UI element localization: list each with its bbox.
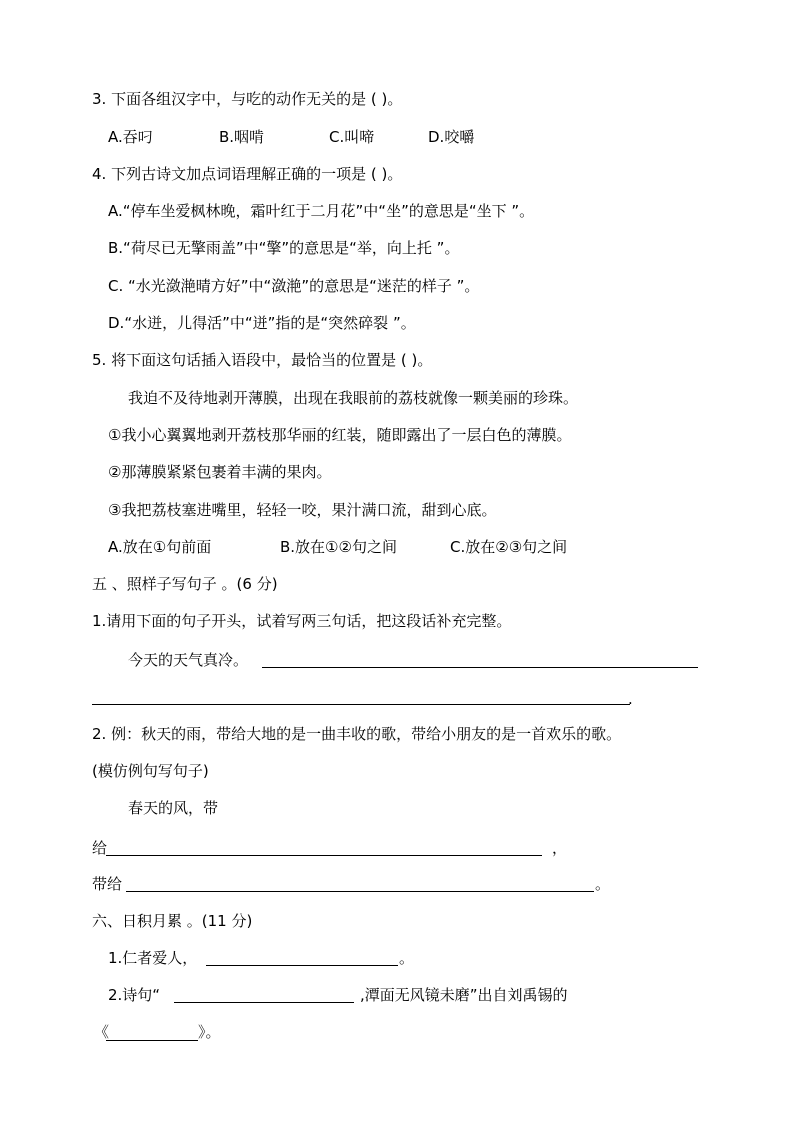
answer-blank-2b[interactable]: [126, 891, 594, 892]
q4-option-d: D.“水迸，儿得活”中“迸”指的是“突然碎裂 ”。: [108, 314, 416, 332]
q5-insert-sentence: 我迫不及待地剥开薄膜，出现在我眼前的荔枝就像一颗美丽的珍珠。: [128, 389, 579, 407]
item-2-book-open: 《: [94, 1023, 110, 1041]
q5-sentence-2: ②那薄膜紧紧包裹着丰满的果肉。: [108, 463, 332, 481]
q5-sentence-3: ③我把荔枝塞进嘴里，轻轻一咬，果汁满口流，甜到心底。: [108, 501, 497, 519]
item-1-text: 1.仁者爱人，: [108, 949, 198, 967]
answer-blank-4[interactable]: [174, 1002, 354, 1003]
item-2-mid: ,潭面无风镜未磨”出自刘禹锡的: [360, 986, 568, 1004]
part-2-give: 给: [92, 839, 108, 857]
q3-option-d: D.咬嚼: [428, 128, 475, 146]
answer-blank-1b[interactable]: [92, 704, 630, 705]
answer-blank-1a[interactable]: [262, 667, 698, 668]
item-2-text: 2.诗句“: [108, 986, 161, 1004]
question-5-stem: 5. 将下面这句话插入语段中，最恰当的位置是 ( )。: [92, 351, 433, 369]
answer-blank-5[interactable]: [106, 1040, 198, 1041]
section-6-title: 六、日积月累 。(11 分): [92, 912, 253, 930]
part-2-prompt: 2. 例：秋天的雨，带给大地的是一曲丰收的歌，带给小朋友的是一首欢乐的歌。: [92, 725, 622, 743]
answer-blank-3[interactable]: [206, 965, 398, 966]
part-2-start: 春天的风，带: [128, 799, 219, 817]
q3-option-b: B.咽啃: [219, 128, 265, 146]
part-2-comma: ，: [552, 839, 568, 857]
q5-option-a: A.放在①句前面: [108, 538, 212, 556]
question-4-stem: 4. 下列古诗文加点词语理解正确的一项是 ( )。: [92, 165, 403, 183]
item-1-end: 。: [399, 949, 415, 967]
q3-option-c: C.叫啼: [329, 128, 375, 146]
answer-blank-2a[interactable]: [106, 855, 542, 856]
q4-option-b: B.“荷尽已无擎雨盖”中“擎”的意思是“举，向上托 ”。: [108, 239, 460, 257]
question-3-stem: 3. 下面各组汉字中，与吃的动作无关的是 ( )。: [92, 90, 403, 108]
part-1-start: 今天的天气真冷。: [128, 651, 249, 669]
part-1-prompt: 1.请用下面的句子开头，试着写两三句话，把这段话补充完整。: [92, 612, 512, 630]
q4-option-a: A.“停车坐爱枫林晚，霜叶红于二月花”中“坐”的意思是“坐下 ”。: [108, 202, 535, 220]
part-2-give-2: 带给: [92, 875, 123, 893]
q5-sentence-1: ①我小心翼翼地剥开荔枝那华丽的红装，随即露出了一层白色的薄膜。: [108, 426, 572, 444]
part-2-note: (模仿例句写句子): [92, 762, 209, 780]
part-2-end: 。: [595, 875, 611, 893]
item-2-book-close: 》。: [198, 1023, 221, 1041]
q5-option-b: B.放在①②句之间: [280, 538, 397, 556]
q3-option-a: A.吞叼: [108, 128, 153, 146]
section-5-title: 五 、照样子写句子 。(6 分): [92, 575, 278, 593]
part-1-period: .: [628, 690, 633, 708]
q5-option-c: C.放在②③句之间: [450, 538, 568, 556]
q4-option-c: C. “水光潋滟晴方好”中“潋滟”的意思是“迷茫的样子 ”。: [108, 277, 480, 295]
